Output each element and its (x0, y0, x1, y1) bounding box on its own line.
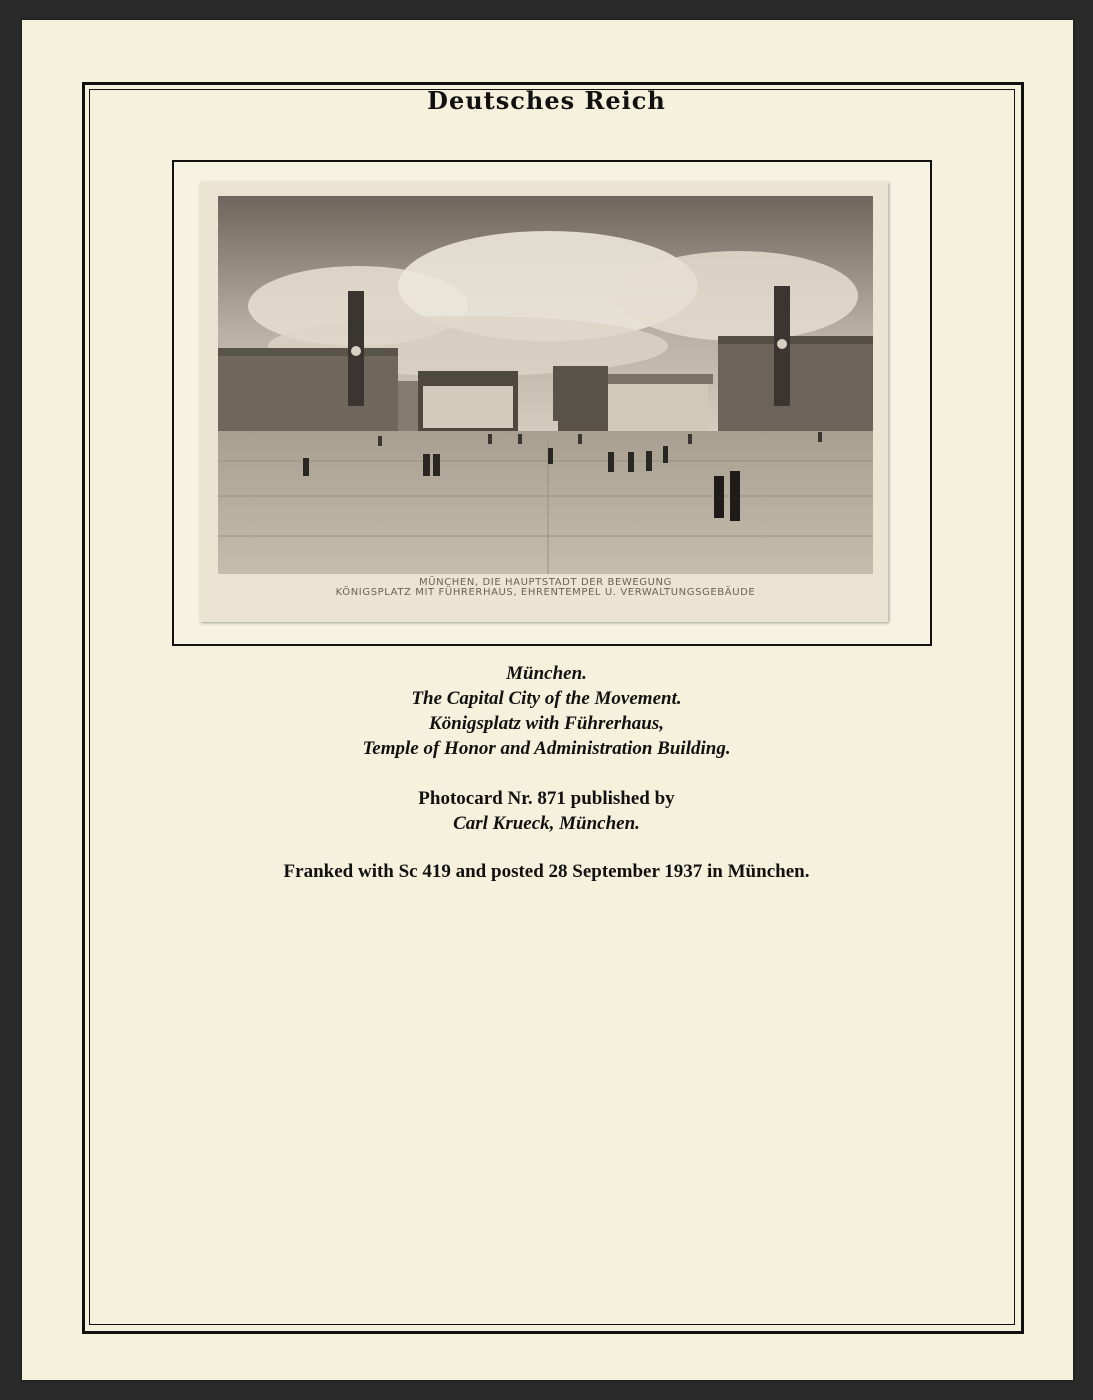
publisher-line2: Carl Krueck, München. (453, 813, 640, 834)
postcard-caption-line1: MÜNCHEN, DIE HAUPTSTADT DER BEWEGUNG (419, 577, 672, 588)
description-block (0, 661, 1093, 761)
description-line3: Königsplatz with Führerhaus, (429, 713, 664, 734)
photograph-postcard-icon (218, 196, 873, 574)
page-heading: Deutsches Reich (427, 86, 666, 115)
description-line4: Temple of Honor and Administration Building. (362, 738, 731, 759)
postcard-caption-line2: KÖNIGSPLATZ MIT FÜHRERHAUS, EHRENTEMPEL U. VERWALTUNGSGEBÄUDE (335, 587, 756, 598)
publisher-line1: Photocard Nr. 871 published by (418, 788, 675, 809)
description-line1: München. (506, 663, 587, 684)
description-line2: The Capital City of the Movement. (411, 688, 682, 709)
postcard-caption (218, 578, 873, 598)
franking-note: Franked with Sc 419 and posted 28 September 1937 in München. (283, 861, 810, 882)
publisher-block (0, 786, 1093, 836)
postcard-photo (218, 196, 873, 574)
